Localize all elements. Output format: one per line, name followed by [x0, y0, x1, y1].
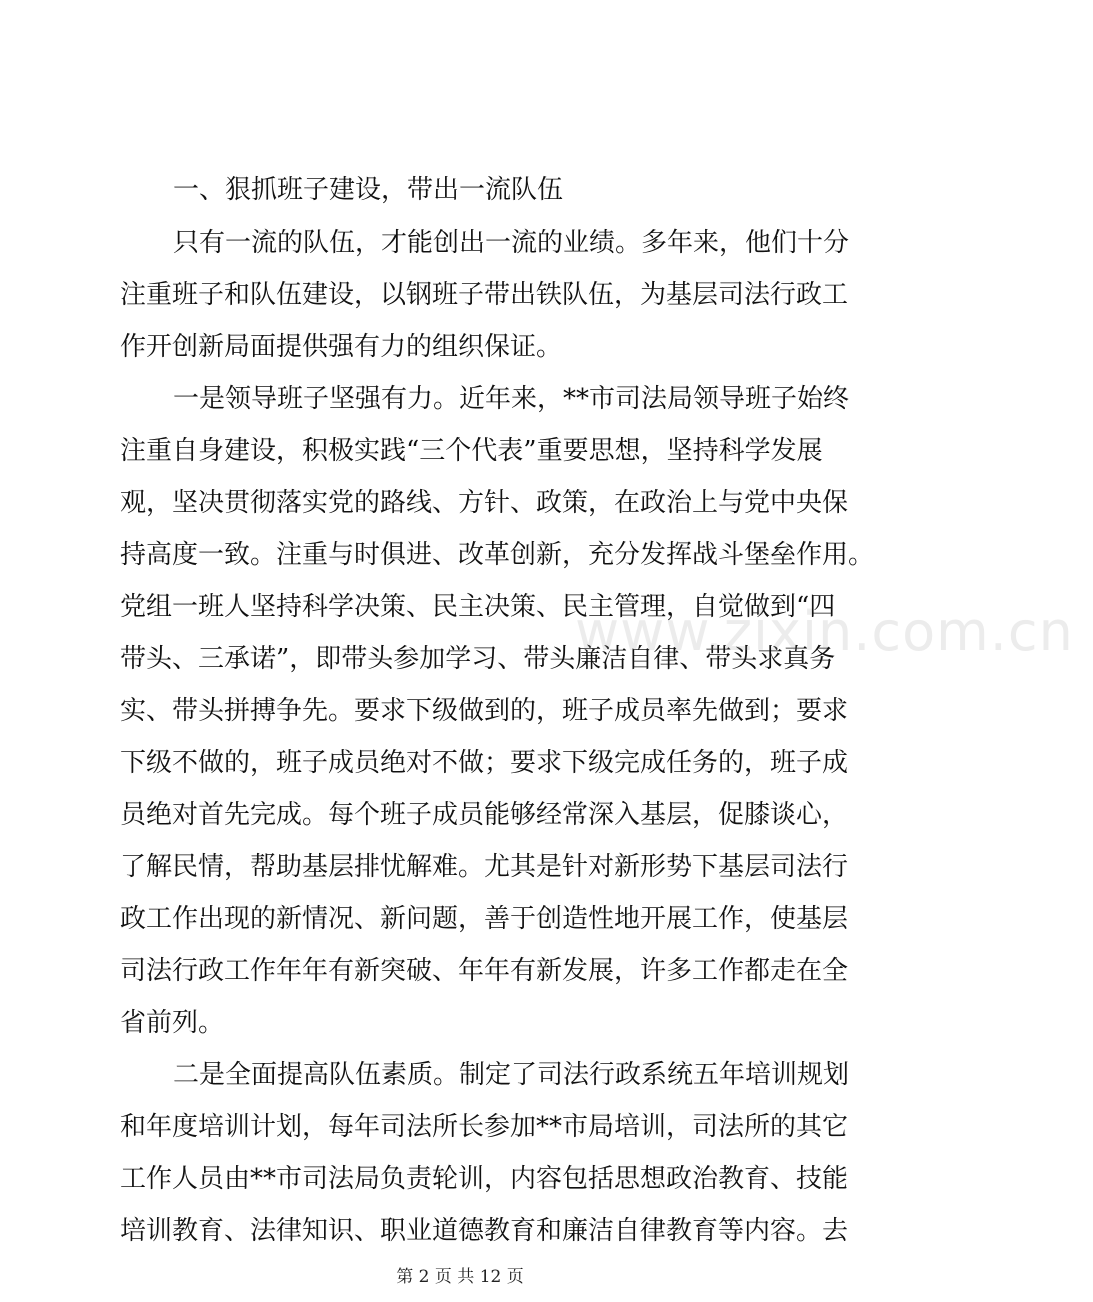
body-line: 工作人员由**市司法局负责轮训，内容包括思想政治教育、技能 — [120, 1164, 849, 1194]
body-line: 培训教育、法律知识、职业道德教育和廉洁自律教育等内容。去 — [120, 1216, 849, 1246]
page-footer: 第 2 页 共 12 页 — [396, 1267, 524, 1287]
body-line: 注重自身建设，积极实践“三个代表”重要思想，坚持科学发展 — [120, 436, 823, 466]
section-heading: 一、狠抓班子建设，带出一流队伍 — [173, 175, 564, 205]
body-line: 作开创新局面提供强有力的组织保证。 — [120, 332, 563, 362]
body-line: 实、带头拼搏争先。要求下级做到的，班子成员率先做到；要求 — [120, 696, 849, 726]
body-line: 一是领导班子坚强有力。近年来，**市司法局领导班子始终 — [173, 384, 850, 414]
body-line: 持高度一致。注重与时俱进、改革创新，充分发挥战斗堡垒作用。 — [120, 540, 875, 570]
body-line: 了解民情，帮助基层排忧解难。尤其是针对新形势下基层司法行 — [120, 852, 849, 882]
body-line: 注重班子和队伍建设，以钢班子带出铁队伍，为基层司法行政工 — [120, 280, 849, 310]
body-line: 和年度培训计划，每年司法所长参加**市局培训，司法所的其它 — [120, 1112, 849, 1142]
body-line: 员绝对首先完成。每个班子成员能够经常深入基层，促膝谈心， — [120, 800, 849, 830]
body-line: 二是全面提高队伍素质。制定了司法行政系统五年培训规划 — [173, 1060, 850, 1090]
body-line: 省前列。 — [120, 1008, 225, 1038]
watermark: www.zixin.com.cn — [575, 600, 1074, 663]
body-line: 政工作出现的新情况、新问题，善于创造性地开展工作，使基层 — [120, 904, 849, 934]
body-line: 只有一流的队伍，才能创出一流的业绩。多年来，他们十分 — [173, 228, 850, 258]
body-line: 观，坚决贯彻落实党的路线、方针、政策，在政治上与党中央保 — [120, 488, 849, 518]
body-line: 司法行政工作年年有新突破、年年有新发展，许多工作都走在全 — [120, 956, 849, 986]
body-line: 下级不做的，班子成员绝对不做；要求下级完成任务的，班子成 — [120, 748, 849, 778]
body-line: 党组一班人坚持科学决策、民主决策、民主管理，自觉做到“四 — [120, 592, 836, 622]
body-line: 带头、三承诺”，即带头参加学习、带头廉洁自律、带头求真务 — [120, 644, 836, 674]
